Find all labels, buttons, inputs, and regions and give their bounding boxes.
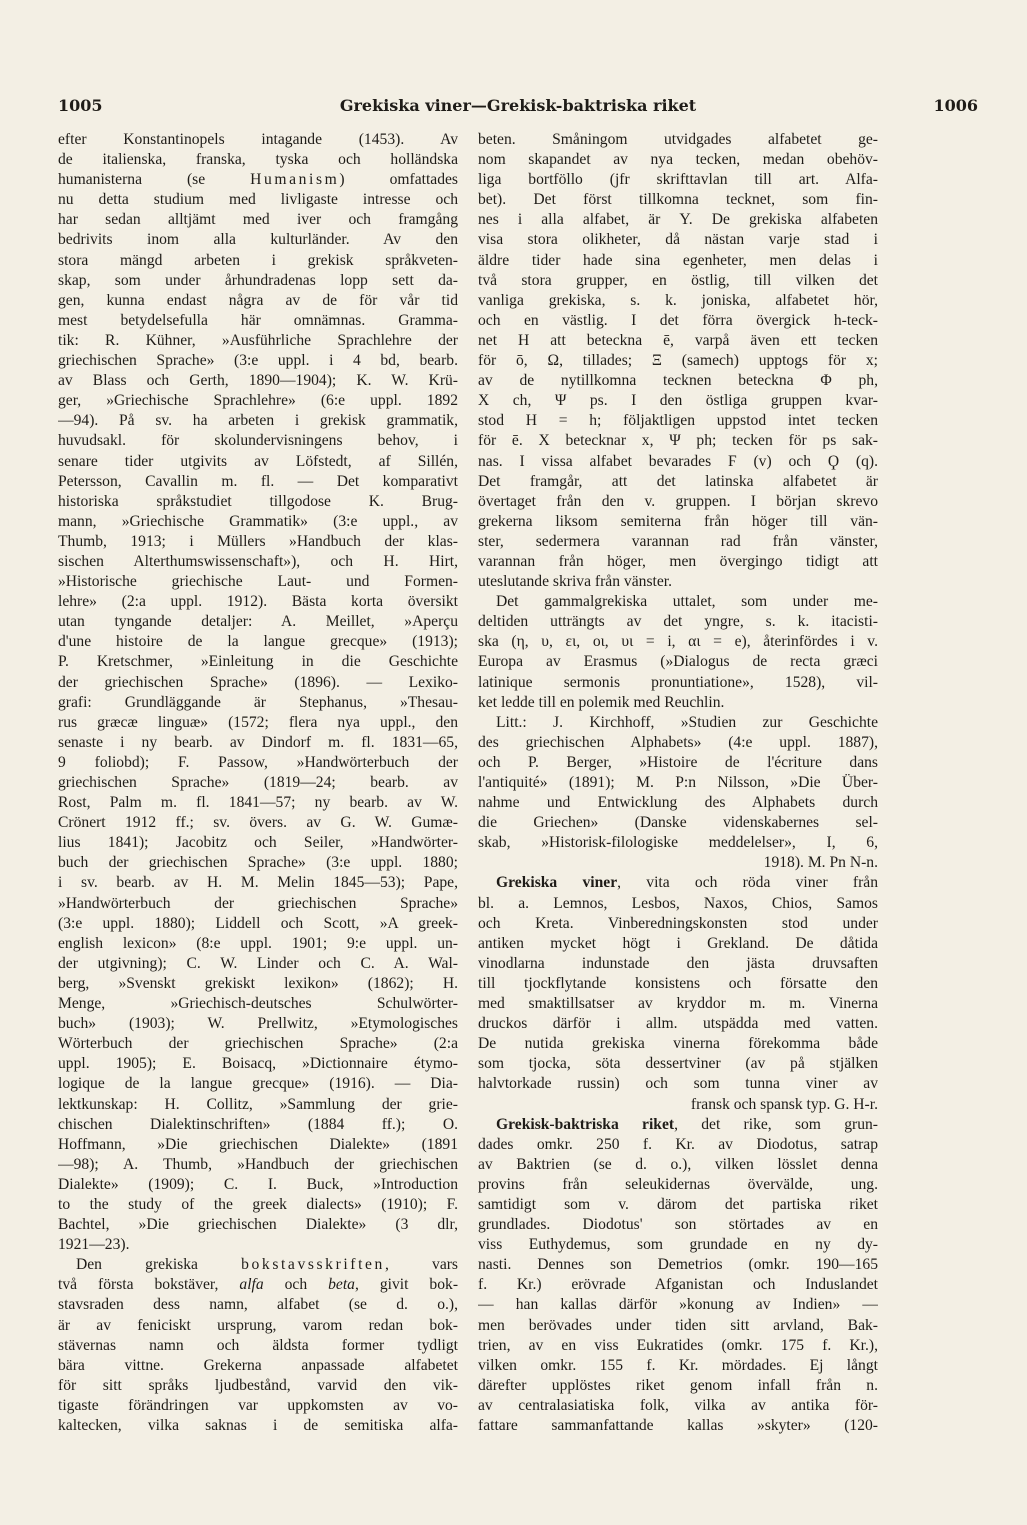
text-line: och en västlig. I det förra övergick h-teck-: [478, 311, 878, 329]
text-line: —98); A. Thumb, »Handbuch der griechischen: [58, 1155, 458, 1173]
text-line: som tjocka, söta dessertviner (av på stjälken: [478, 1055, 878, 1073]
text-line: Menge, »Griechisch-deutsches Schulwörter-: [58, 995, 458, 1013]
text-line: f. Kr.) erövrade Afganistan och Induslandet: [478, 1276, 878, 1294]
text-line: d'une histoire de la langue grecque» (1913);: [58, 633, 458, 651]
text-line: Det gammalgrekiska uttalet, som under me-: [496, 593, 878, 611]
text-line: [58, 1275, 458, 1295]
text-line: [58, 170, 458, 190]
text-line: stora mängd arbeten i grekisk språkveten-: [58, 251, 458, 269]
text-line: lektkunskap: H. Collitz, »Sammlung der grie-: [58, 1095, 458, 1113]
text-line: (3:e uppl. 1880); Liddell och Scott, »A greek-: [58, 914, 458, 932]
text-line: historiska språkstudiet tillgodose K. Brug-: [58, 492, 458, 510]
text-line: grekerna liksom semiterna från höger till vän-: [478, 512, 878, 530]
text-line: lehre» (2:a uppl. 1912). Bästa korta översikt: [58, 593, 458, 611]
text-line: P. Kretschmer, »Einleitung in die Geschichte: [58, 653, 458, 671]
text-line: De nutida grekiska vinerna förekomma både: [478, 1035, 878, 1053]
page-number-right: 1006: [933, 96, 978, 115]
text-segment: humanisterna (se: [58, 171, 251, 189]
text-line: visa stora olikheter, då nästan varje stad i: [478, 231, 878, 249]
text-line: ger, »Griechische Sprachlehre» (6:e uppl. 1892: [58, 392, 458, 410]
text-line: Litt.: J. Kirchhoff, »Studien zur Geschichte: [496, 713, 878, 731]
text-line: Dialekte» (1909); C. I. Buck, »Introduction: [58, 1175, 458, 1193]
text-line: varannan från höger, men övergingo tidigt att: [478, 552, 878, 570]
text-line: nas. I vissa alfabet bevarades Ϝ (v) och Ϙ (q).: [478, 452, 878, 470]
text-line: buch» (1903); W. Prellwitz, »Etymologisches: [58, 1015, 458, 1033]
text-line: för ō, Ω, tillades; Ξ (samech) upptogs för x;: [478, 352, 878, 370]
text-line: de italienska, franska, tyska och holländska: [58, 151, 458, 169]
text-line: bedrivits inom alla kulturländer. Av den: [58, 231, 458, 249]
text-line: nom skapandet av nya tecken, medan obehöv-: [478, 151, 878, 169]
text-segment: Grekisk-baktriska riket: [496, 1115, 675, 1133]
text-line: har sedan alltjämt med iver och framgång: [58, 211, 458, 229]
text-line: »Handwörterbuch der griechischen Sprache»: [58, 894, 458, 912]
text-segment: , givit bok-: [354, 1276, 458, 1294]
text-line: gen, kunna endast några av de för vår tid: [58, 291, 458, 309]
text-line: bära vittne. Grekerna anpassade alfabetet: [58, 1356, 458, 1374]
text-line: die Griechen» (Danske videnskabernes sel-: [478, 814, 878, 832]
text-segment: Grekiska viner: [496, 874, 618, 892]
text-line: der utgivning); C. W. Linder och C. A. Wal-: [58, 954, 458, 972]
text-line: Bachtel, »Die griechischen Dialekte» (3 dlr,: [58, 1216, 458, 1234]
page-number-left: 1005: [58, 96, 103, 115]
text-line: [478, 873, 878, 893]
text-line: tik: R. Kühner, »Ausführliche Sprachlehre der: [58, 331, 458, 349]
text-line: utan tyngande detaljer: A. Meillet, »Aperçu: [58, 613, 458, 631]
text-line: nahme und Entwicklung des Alphabets durch: [478, 794, 878, 812]
text-line: vinodlarna indunstade den jästa druvsaften: [478, 954, 878, 972]
text-line: to the study of the greek dialects» (1910); F.: [58, 1195, 458, 1213]
text-segment: beta: [328, 1276, 355, 1294]
right-column: [478, 130, 878, 1436]
text-line: fattare sammanfattande kallas »skyter» (120-: [478, 1417, 878, 1434]
text-line: till tjockflytande konsistens och försatte den: [478, 974, 878, 992]
text-line: berg, »Svenskt grekiskt lexikon» (1862); H.: [58, 974, 458, 992]
text-segment: och: [263, 1276, 329, 1294]
text-line: stavsraden dess namn, alfabet (se d. o.),: [58, 1296, 458, 1314]
text-line: buch der griechischen Sprache» (3:e uppl. 1880;: [58, 854, 458, 872]
text-line: — han kallas därför »konung av Indien» —: [478, 1296, 878, 1314]
text-segment: , vars: [384, 1256, 458, 1274]
text-line: net Η att beteckna ē, varpå även ett tecken: [478, 331, 878, 349]
text-line: skab, »Historisk-filologiske meddelelser», I, 6,: [478, 834, 878, 852]
text-line: vanliga grekiska, s. k. joniska, alfabetet hör,: [478, 291, 878, 309]
text-line: stod Η = h; följaktligen uppstod intet tecken: [478, 412, 878, 430]
text-line: antiken mycket högt i Grekland. De dåtida: [478, 934, 878, 952]
text-line: deltiden utträngts av det yngre, s. k. itacisti-: [478, 613, 878, 631]
text-line: druckos därför i allm. utspädda med vatten.: [478, 1015, 878, 1033]
text-line: ska (η, υ, ει, οι, υι = i, αι = e), återinfördes i v.: [478, 633, 878, 651]
text-line: Χ ch, Ψ ps. I den östliga gruppen kvar-: [478, 392, 878, 410]
text-line: grafi: Grundläggande är Stephanus, »Thesau-: [58, 693, 458, 711]
text-line: griechischen Sprache» (1819—24; bearb. av: [58, 774, 458, 791]
text-line: med smaktillsatser av kryddor m. m. Vinerna: [478, 995, 878, 1013]
text-line: äldre tider hade sina egenheter, men delas i: [478, 251, 878, 269]
text-segment: alfa: [239, 1276, 264, 1294]
text-line: latinique sermonis pronuntiatione», 1528), vil-: [478, 673, 878, 691]
text-line: Thumb, 1913; i Müllers »Handbuch der klas-: [58, 532, 458, 550]
text-line: [478, 1115, 878, 1135]
text-line: är av feniciskt ursprung, varom redan bok-: [58, 1316, 458, 1334]
text-line: viss Euthydemus, som grundade en ny dy-: [478, 1236, 878, 1254]
text-line: av Baktrien (se d. o.), vilken lösslet denna: [478, 1155, 878, 1173]
text-line: Wörterbuch der griechischen Sprache» (2:a: [58, 1035, 458, 1053]
text-segment: Humanism: [250, 171, 340, 189]
text-line: provins från seleukidernas övervälde, ung.: [478, 1175, 878, 1193]
text-line: —94). På sv. ha arbeten i grekisk grammatik,: [58, 412, 458, 430]
text-line: huvudsakl. för skolundervisningens behov, i: [58, 432, 458, 450]
text-segment: Den grekiska: [76, 1256, 242, 1274]
text-line: 1921—23).: [58, 1236, 130, 1254]
text-line: rus græcæ linguæ» (1572; flera nya uppl., den: [58, 713, 458, 731]
text-line: bet). Det först tillkomna tecknet, som fin-: [478, 191, 878, 209]
running-title: Grekiska viner—Grekisk-baktriska riket: [339, 96, 697, 115]
text-line: griechischen Sprache» (3:e uppl. i 4 bd, bearb.: [58, 352, 458, 370]
left-column: [58, 130, 458, 1436]
text-line: Rost, Palm m. fl. 1841—57; ny bearb. av W.: [58, 794, 458, 812]
text-line: i sv. bearb. av H. M. Melin 1845—53); Pape,: [58, 874, 458, 892]
text-line: två stora grupper, en östlig, till vilken det: [478, 271, 878, 289]
text-line: därefter upplöstes riket genom infall från n.: [478, 1376, 878, 1394]
text-line: chischen Dialektinschriften» (1884 ff.); O.: [58, 1115, 458, 1133]
text-line: der griechischen Sprache» (1896). — Lexiko-: [58, 673, 458, 691]
text-line: Det framgår, att det latinska alfabetet är: [478, 472, 878, 490]
text-line: av Blass och Gerth, 1890—1904); K. W. Krü-: [58, 372, 458, 390]
text-line: för sitt språks ljudbestånd, varvid den vik-: [58, 1376, 458, 1394]
text-line: av de nytillkomna tecknen beteckna Φ ph,: [478, 372, 878, 390]
text-line: lius 1841); Jacobitz och Seiler, »Handwörter-: [58, 834, 458, 852]
text-line: tigaste förändringen var uppkomsten av vo-: [58, 1396, 458, 1414]
text-line: Crönert 1912 ff.; sv. övers. av G. W. Gumæ-: [58, 814, 458, 832]
text-line: 1918). M. Pn N-n.: [763, 854, 878, 872]
text-line: kaltecken, vilka saknas i de semitiska alfa-: [58, 1417, 458, 1434]
text-line: »Historische griechische Laut- und Formen-: [58, 573, 458, 591]
text-line: logique de la langue grecque» (1916). — Dia-: [58, 1075, 458, 1093]
text-line: uteslutande skriva från vänster.: [478, 573, 672, 591]
page-header: [58, 96, 978, 122]
text-segment: , det rike, som grun-: [674, 1115, 878, 1133]
text-line: uppl. 1905); E. Boisacq, »Dictionnaire étymo-: [58, 1055, 458, 1073]
text-line: fransk och spansk typ. G. H-r.: [690, 1095, 878, 1113]
text-line: stävernas namn och äldsta former tydligt: [58, 1336, 458, 1354]
text-line: samtidigt som v. därom det partiska riket: [478, 1195, 878, 1213]
text-line: efter Konstantinopels intagande (1453). Av: [58, 131, 458, 148]
text-line: men berövades under tiden sitt arvland, Bak-: [478, 1316, 878, 1334]
text-segment: , vita och röda viner från: [617, 874, 878, 892]
text-line: skap, som under århundradenas lopp sett da-: [58, 271, 458, 289]
text-segment: två första bokstäver,: [58, 1276, 240, 1294]
text-line: Petersson, Cavallin m. fl. — Det komparativt: [58, 472, 458, 490]
text-line: liga bortföllo (jfr skrifttavlan till art. Alfa-: [478, 171, 878, 189]
text-line: l'antiquité» (1891); M. P:n Nilsson, »Die Über-: [478, 774, 878, 791]
text-line: trien, av en viss Eukratides (omkr. 175 f. Kr.),: [478, 1336, 878, 1354]
text-line: övertaget från den v. gruppen. I början skrevo: [478, 492, 878, 510]
text-line: sischen Alterthumswissenschaft»), och H. Hirt,: [58, 552, 458, 570]
text-line: Europa av Erasmus (»Dialogus de recta græci: [478, 653, 878, 671]
text-line: och P. Berger, »Histoire de l'écriture dans: [478, 753, 878, 771]
text-line: och Kreta. Vinberedningskonsten stod under: [478, 914, 878, 932]
text-line: grundlades. Diodotus' son störtades av en: [478, 1216, 878, 1234]
text-line: Hoffmann, »Die griechischen Dialekte» (1891: [58, 1135, 458, 1153]
text-line: nes i alla alfabet, är Υ. De grekiska alfabeten: [478, 211, 878, 229]
text-line: av centralasiatiska folk, vilka av antika för-: [478, 1396, 878, 1414]
text-line: 9 foliobd); F. Passow, »Handwörterbuch der: [58, 753, 458, 771]
text-line: [58, 1255, 458, 1275]
text-segment: ) omfattades: [339, 171, 458, 189]
text-line: ster, sedermera varannan rad från vänster,: [478, 532, 878, 550]
text-line: för ē. Χ betecknar x, Ψ ph; tecken för ps sak-: [478, 432, 878, 450]
text-line: english lexicon» (8:e uppl. 1901; 9:e uppl. un-: [58, 934, 458, 952]
text-line: nasti. Dennes son Demetrios (omkr. 190—165: [478, 1256, 878, 1274]
text-line: beten. Småningom utvidgades alfabetet ge-: [478, 131, 878, 148]
text-line: des griechischen Alphabets» (4:e uppl. 1887),: [478, 733, 878, 751]
text-line: senaste i ny bearb. av Dindorf m. fl. 1831—65,: [58, 733, 458, 751]
text-line: senare tider utgivits av Löfstedt, af Sillén,: [58, 452, 458, 470]
text-line: halvtorkade russin) och som tunna viner av: [478, 1075, 878, 1093]
text-line: dades omkr. 250 f. Kr. av Diodotus, satrap: [478, 1135, 878, 1153]
text-line: vilken omkr. 155 f. Kr. mördades. Ej långt: [478, 1356, 878, 1374]
text-line: mann, »Griechische Grammatik» (3:e uppl., av: [58, 512, 458, 530]
text-line: mest betydelsefulla här omnämnas. Gramma-: [58, 311, 458, 329]
text-line: ket ledde till en polemik med Reuchlin.: [478, 693, 725, 711]
text-segment: bokstavsskriften: [241, 1256, 385, 1274]
text-line: bl. a. Lemnos, Lesbos, Naxos, Chios, Samos: [478, 894, 878, 912]
text-line: nu detta studium med livligaste intresse och: [58, 191, 458, 209]
